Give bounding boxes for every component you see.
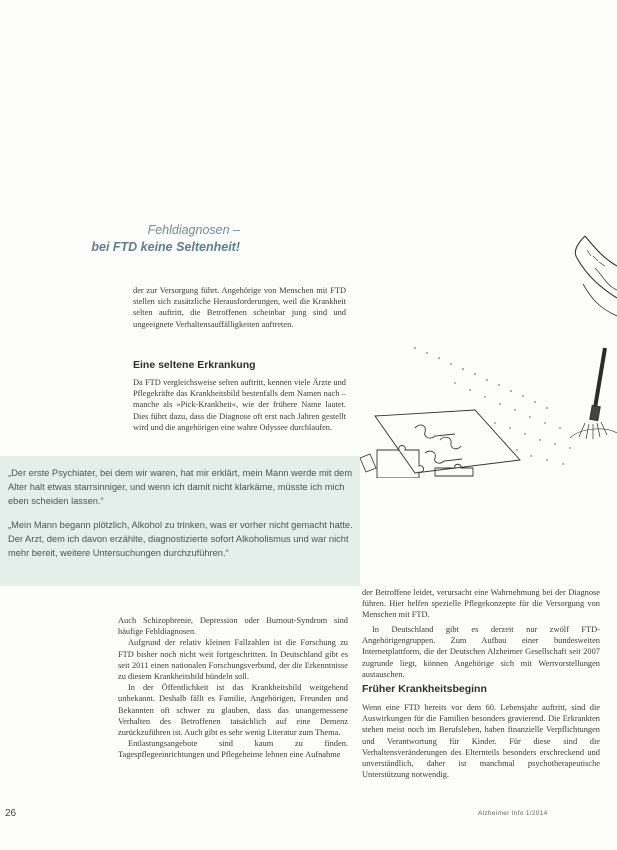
right-column-paragraph-3: Wenn eine FTD bereits vor dem 60. Lebensjahr auftritt, sind die Auswirkungen für die Familien besonders gravierend. Die Erkrankten stehen meist noch im Berufsleben, haben finanzielle Verpflichtungen und Verantwortung für Kinder. Für diese sind die Verhaltensveränderungen des Elternteils besonders erschreckend und unverständlich, daher ist manchmal psychotherapeutische Unterstützung notwendig. [362, 703, 600, 780]
intro-paragraph: der zur Versorgung führt. Angehörige von Menschen mit FTD stellen sich zusätzliche Herausforderungen, weil die Krankheit selten auftritt, die Betroffenen scheinbar jung sind und ungeeignete Verhaltensauffälligkeiten auftreten. [133, 286, 346, 329]
section1-paragraph: Da FTD vergleichsweise selten auftritt, kennen viele Ärzte und Pflegekräfte das Krankheitsbild bestenfalls dem Namen nach – manche als »Pick-Krankheit«, wie der frühere Name lautet. Dies führt dazu, dass die Diagnose oft erst nach Jahren gestellt wird und die angehörigen eine wahre Odyssee durchlaufen. [133, 378, 346, 432]
right-column-paragraph-1: der Betroffene leidet, verursacht eine Wahrnehmung bei der Diagnose führen. Hier helfen spezielle Pflegekonzepte für die Versorgung von Menschen mit FTD. [362, 588, 600, 620]
right-column-paragraph-2: In Deutschland gibt es derzeit nur zwölf FTD-Angehörigengruppen. Zum Aufbau einer bundesweiten Internetplattform, die der Deutschen Alzheimer Gesellschaft seit 2007 zugrunde liegt, können Angehörige sich mit Wertvorstellungen austauschen. [362, 625, 600, 679]
left-column-lower: Auch Schizophrenie, Depression oder Burnout-Syndrom sind häufige Fehldiagnosen. Aufgrund der relativ kleinen Fallzahlen ist die Forschung zu FTD bisher noch nicht weit fortgeschritten. In Deutschland gibt es seit 2011 einen nationalen Forschungsverbund, der die Erkenntnisse zu diesem Krankheitsbild bündeln soll. In der Öffentlichkeit ist das Krankheitsbild weitgehend unbekannt. Deshalb fällt es Familie, Angehörigen, Freunden und Bekannten oft schwer zu glauben, dass das unangemessene Verhalten des Betroffenen tatsächlich auf eine Demenz zurückzuführen ist. Auch gibt es sehr wenig Literatur zum Thema. Entlastungsangebote sind kaum zu finden. Tagespflegeeinrichtungen und Pflegeheime lehnen eine Aufnahme [118, 616, 348, 760]
headline-line-1: Fehldiagnosen – [147, 223, 240, 237]
page-number: 26 [5, 808, 17, 819]
section-heading-seltene-erkrankung: Eine seltene Erkrankung [133, 359, 256, 371]
magazine-footer: Alzheimer Info 1/2014 [478, 810, 548, 817]
section-heading-frueher-krankheitsbeginn: Früher Krankheitsbeginn [362, 683, 487, 695]
quote-box [0, 456, 360, 586]
headline-line-2: bei FTD keine Seltenheit! [91, 240, 240, 254]
headline [60, 222, 240, 256]
puzzle-painting-illustration [355, 228, 617, 478]
quote-2: „Mein Mann begann plötzlich, Alkohol zu trinken, was er vorher nicht gemacht hatte. Der Arzt, dem ich davon erzählte, diagnostizierte sofort Alkoholismus und war nicht mehr bereit, weitere Untersuchungen durchzuführen.“ [8, 520, 353, 558]
quote-1: „Der erste Psychiater, bei dem wir waren, hat mir erklärt, mein Mann werde mit dem Alter halt etwas starrsinniger, und wenn ich damit nicht klarkäme, müsste ich mich eben scheiden lassen.“ [8, 468, 353, 506]
